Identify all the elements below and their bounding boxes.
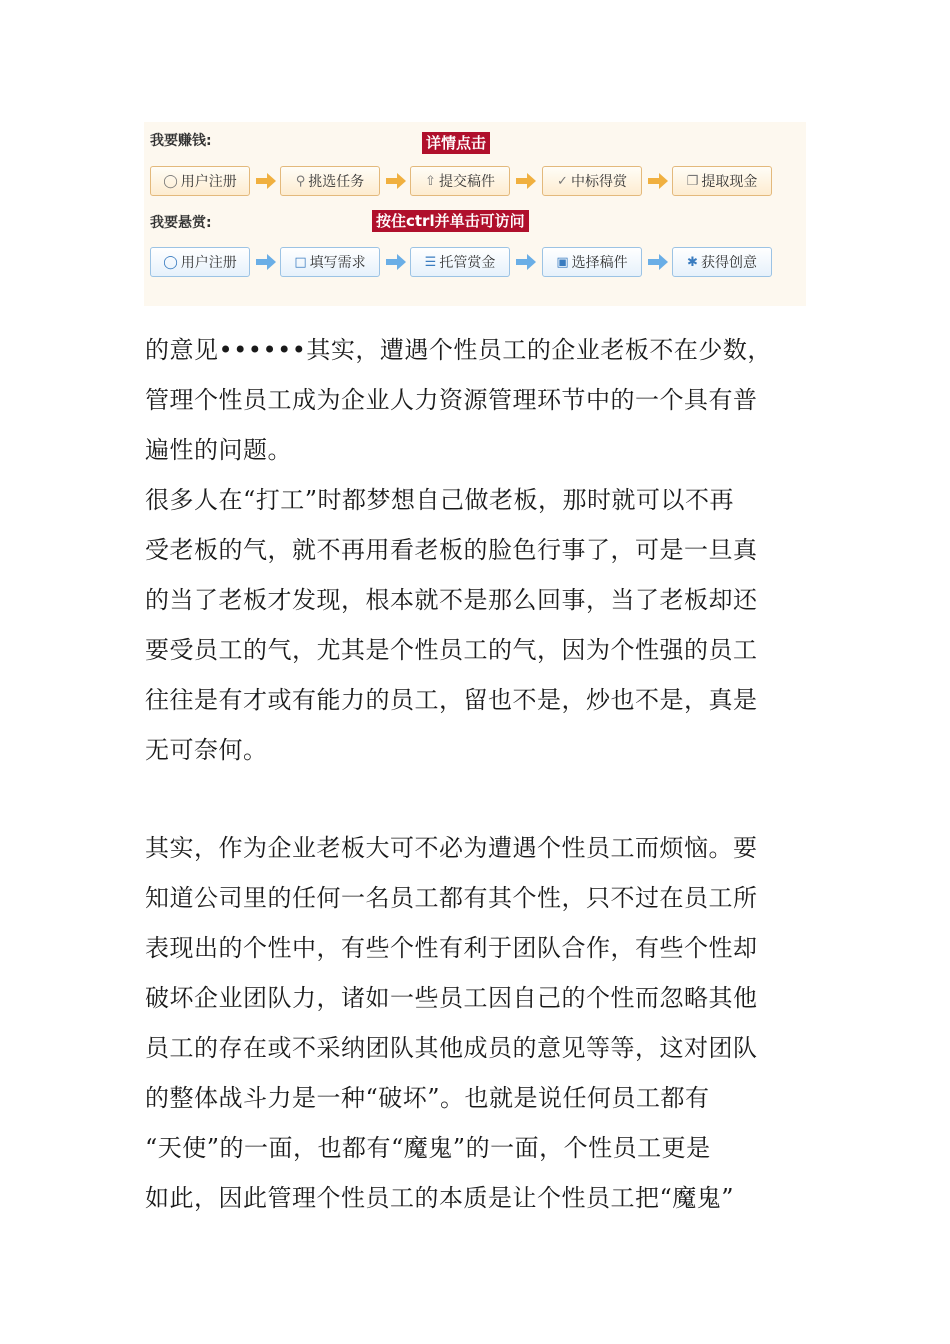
share-icon: ✱ (687, 254, 698, 270)
step-label: 用户注册 (180, 255, 237, 271)
earn-step-win[interactable] (542, 166, 642, 196)
arrow-icon (648, 247, 668, 277)
paragraph-1 (145, 325, 807, 475)
arrow-icon (648, 166, 668, 196)
step-label: 填写需求 (309, 255, 366, 271)
text-line: 员工的存在或不采纳团队其他成员的意见等等，这对团队 (145, 1034, 758, 1062)
reward-step-creative[interactable] (672, 247, 772, 277)
arrow-icon (516, 247, 536, 277)
earn-step-submit[interactable] (410, 166, 510, 196)
text-line: 要受员工的气，尤其是个性员工的气，因为个性强的员工 (145, 636, 758, 664)
step-label: 获得创意 (700, 255, 757, 271)
step-label: 提取现金 (701, 174, 758, 190)
arrow-icon (386, 166, 406, 196)
text-line: 的整体战斗力是一种“破坏”。也就是说任何员工都有 (145, 1084, 710, 1112)
text-line: 的当了老板才发现，根本就不是那么回事，当了老板却还 (145, 586, 758, 614)
ctrl-click-tag[interactable]: 按住ctrl并单击可访问 (372, 210, 529, 232)
arrow-icon (256, 166, 276, 196)
search-icon: ⚲ (295, 173, 306, 189)
arrow-icon (516, 166, 536, 196)
reward-title: 我要悬赏: (150, 215, 212, 231)
text-line: 管理个性员工成为企业人力资源管理环节中的一个具有普 (145, 386, 758, 414)
cart-icon: ☰ (424, 254, 437, 270)
text-line: 表现出的个性中，有些个性有利于团队合作，有些个性却 (145, 934, 758, 962)
earn-step-choose-task[interactable] (280, 166, 380, 196)
arrow-icon (256, 247, 276, 277)
folder-icon: ▣ (556, 254, 569, 270)
text-line: 很多人在“打工”时都梦想自己做老板，那时就可以不再 (145, 486, 735, 514)
earn-title: 我要赚钱: (150, 133, 212, 149)
step-label: 中标得赏 (570, 174, 627, 190)
text-line: 如此，因此管理个性员工的本质是让个性员工把“魔鬼” (145, 1184, 735, 1212)
text-line: 知道公司里的任何一名员工都有其个性，只不过在员工所 (145, 884, 758, 912)
text-line: “天使”的一面，也都有“魔鬼”的一面，个性员工更是 (145, 1134, 711, 1162)
paragraph-2 (145, 475, 807, 775)
reward-step-register[interactable] (150, 247, 250, 277)
text-line: 的意见••••••其实，遭遇个性员工的企业老板不在少数， (145, 336, 772, 364)
text-line: 无可奈何。 (145, 736, 268, 764)
step-label: 选择稿件 (571, 255, 628, 271)
reward-step-select[interactable] (542, 247, 642, 277)
text-line: 受老板的气，就不再用看老板的脸色行事了，可是一旦真 (145, 536, 758, 564)
text-line: 破坏企业团队力，诸如一些员工因自己的个性而忽略其他 (145, 984, 758, 1012)
upload-icon: ⇧ (425, 173, 436, 189)
text-line: 遍性的问题。 (145, 436, 292, 464)
text-line: 其实，作为企业老板大可不必为遭遇个性员工而烦恼。要 (145, 834, 758, 862)
paragraph-3 (145, 823, 807, 1223)
earn-step-withdraw[interactable] (672, 166, 772, 196)
document-icon: □ (294, 254, 307, 270)
detail-link-tag[interactable]: 详情点击 (422, 132, 490, 154)
step-label: 用户注册 (180, 174, 237, 190)
copy-icon: ❐ (686, 173, 699, 189)
earn-step-register[interactable] (150, 166, 250, 196)
arrow-icon (386, 247, 406, 277)
process-banner (144, 122, 806, 306)
check-icon: ✓ (557, 173, 568, 189)
step-label: 挑选任务 (308, 174, 365, 190)
step-label: 提交稿件 (438, 174, 495, 190)
user-icon: ◯ (163, 173, 178, 189)
step-label: 托管赏金 (439, 255, 496, 271)
reward-step-escrow[interactable] (410, 247, 510, 277)
text-line: 往往是有才或有能力的员工，留也不是，炒也不是，真是 (145, 686, 758, 714)
reward-step-requirement[interactable] (280, 247, 380, 277)
user-icon: ◯ (163, 254, 178, 270)
